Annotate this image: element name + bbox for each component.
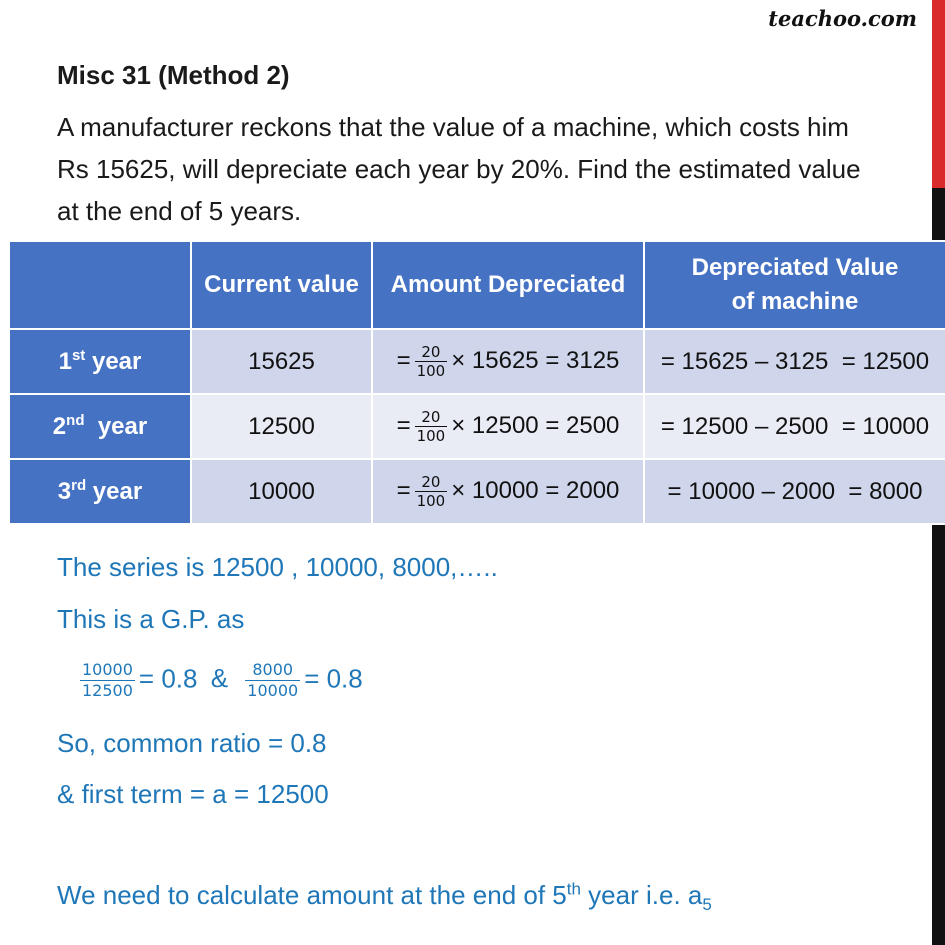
row-year-label: 3rd year: [9, 459, 191, 524]
table-row: [9, 459, 945, 524]
row-current-value: 15625: [191, 329, 372, 394]
row-amount-depreciated: = $\frac{20}{100}$ × 10000 = 2000: [372, 459, 644, 524]
table-header-current-value: Current value: [191, 241, 372, 329]
series-line: The series is 12500 , 10000, 8000,…..: [57, 552, 498, 582]
problem-statement: A manufacturer reckons that the value of a machine, which costs him Rs 15625, will depreciate each year by 20%. Find the estimated value at the end of 5 years.: [57, 112, 861, 226]
row-current-value: 12500: [191, 394, 372, 459]
brand-logo: teachoo.com: [768, 6, 917, 31]
row-year-label: 2nd year: [9, 394, 191, 459]
row-depreciated-value: = 12500 – 2500 = 10000: [644, 394, 945, 459]
row-depreciated-value: = 15625 – 3125 = 12500: [644, 329, 945, 394]
row-amount-depreciated: = $\frac{20}{100}$ × 12500 = 2500: [372, 394, 644, 459]
gp-line: This is a G.P. as: [57, 604, 245, 634]
sidebar-accent-red: [932, 0, 945, 188]
table-header-row: [9, 241, 945, 329]
row-current-value: 10000: [191, 459, 372, 524]
row-depreciated-value: = 10000 – 2000 = 8000: [644, 459, 945, 524]
row-year-label: 1st year: [9, 329, 191, 394]
page-title: Misc 31 (Method 2): [57, 60, 290, 90]
table-header-amount-depreciated: Amount Depreciated: [372, 241, 644, 329]
common-ratio-line: So, common ratio = 0.8: [57, 728, 327, 758]
table-header-depreciated-value: Depreciated Value of machine: [644, 241, 945, 329]
first-term-line: & first term = a = 12500: [57, 779, 329, 809]
depreciation-table: [8, 240, 945, 525]
table-row: [9, 329, 945, 394]
table-row: [9, 394, 945, 459]
row-amount-depreciated: = $\frac{20}{100}$ × 15625 = 3125: [372, 329, 644, 394]
ratio-line: $\frac{10000}{12500}$ = 0.8 & $\frac{8000}{10000}$ = 0.8: [82, 660, 363, 700]
table-header-empty: [9, 241, 191, 329]
conclusion-line: We need to calculate amount at the end of 5th year i.e. $a_5$: [57, 879, 712, 915]
